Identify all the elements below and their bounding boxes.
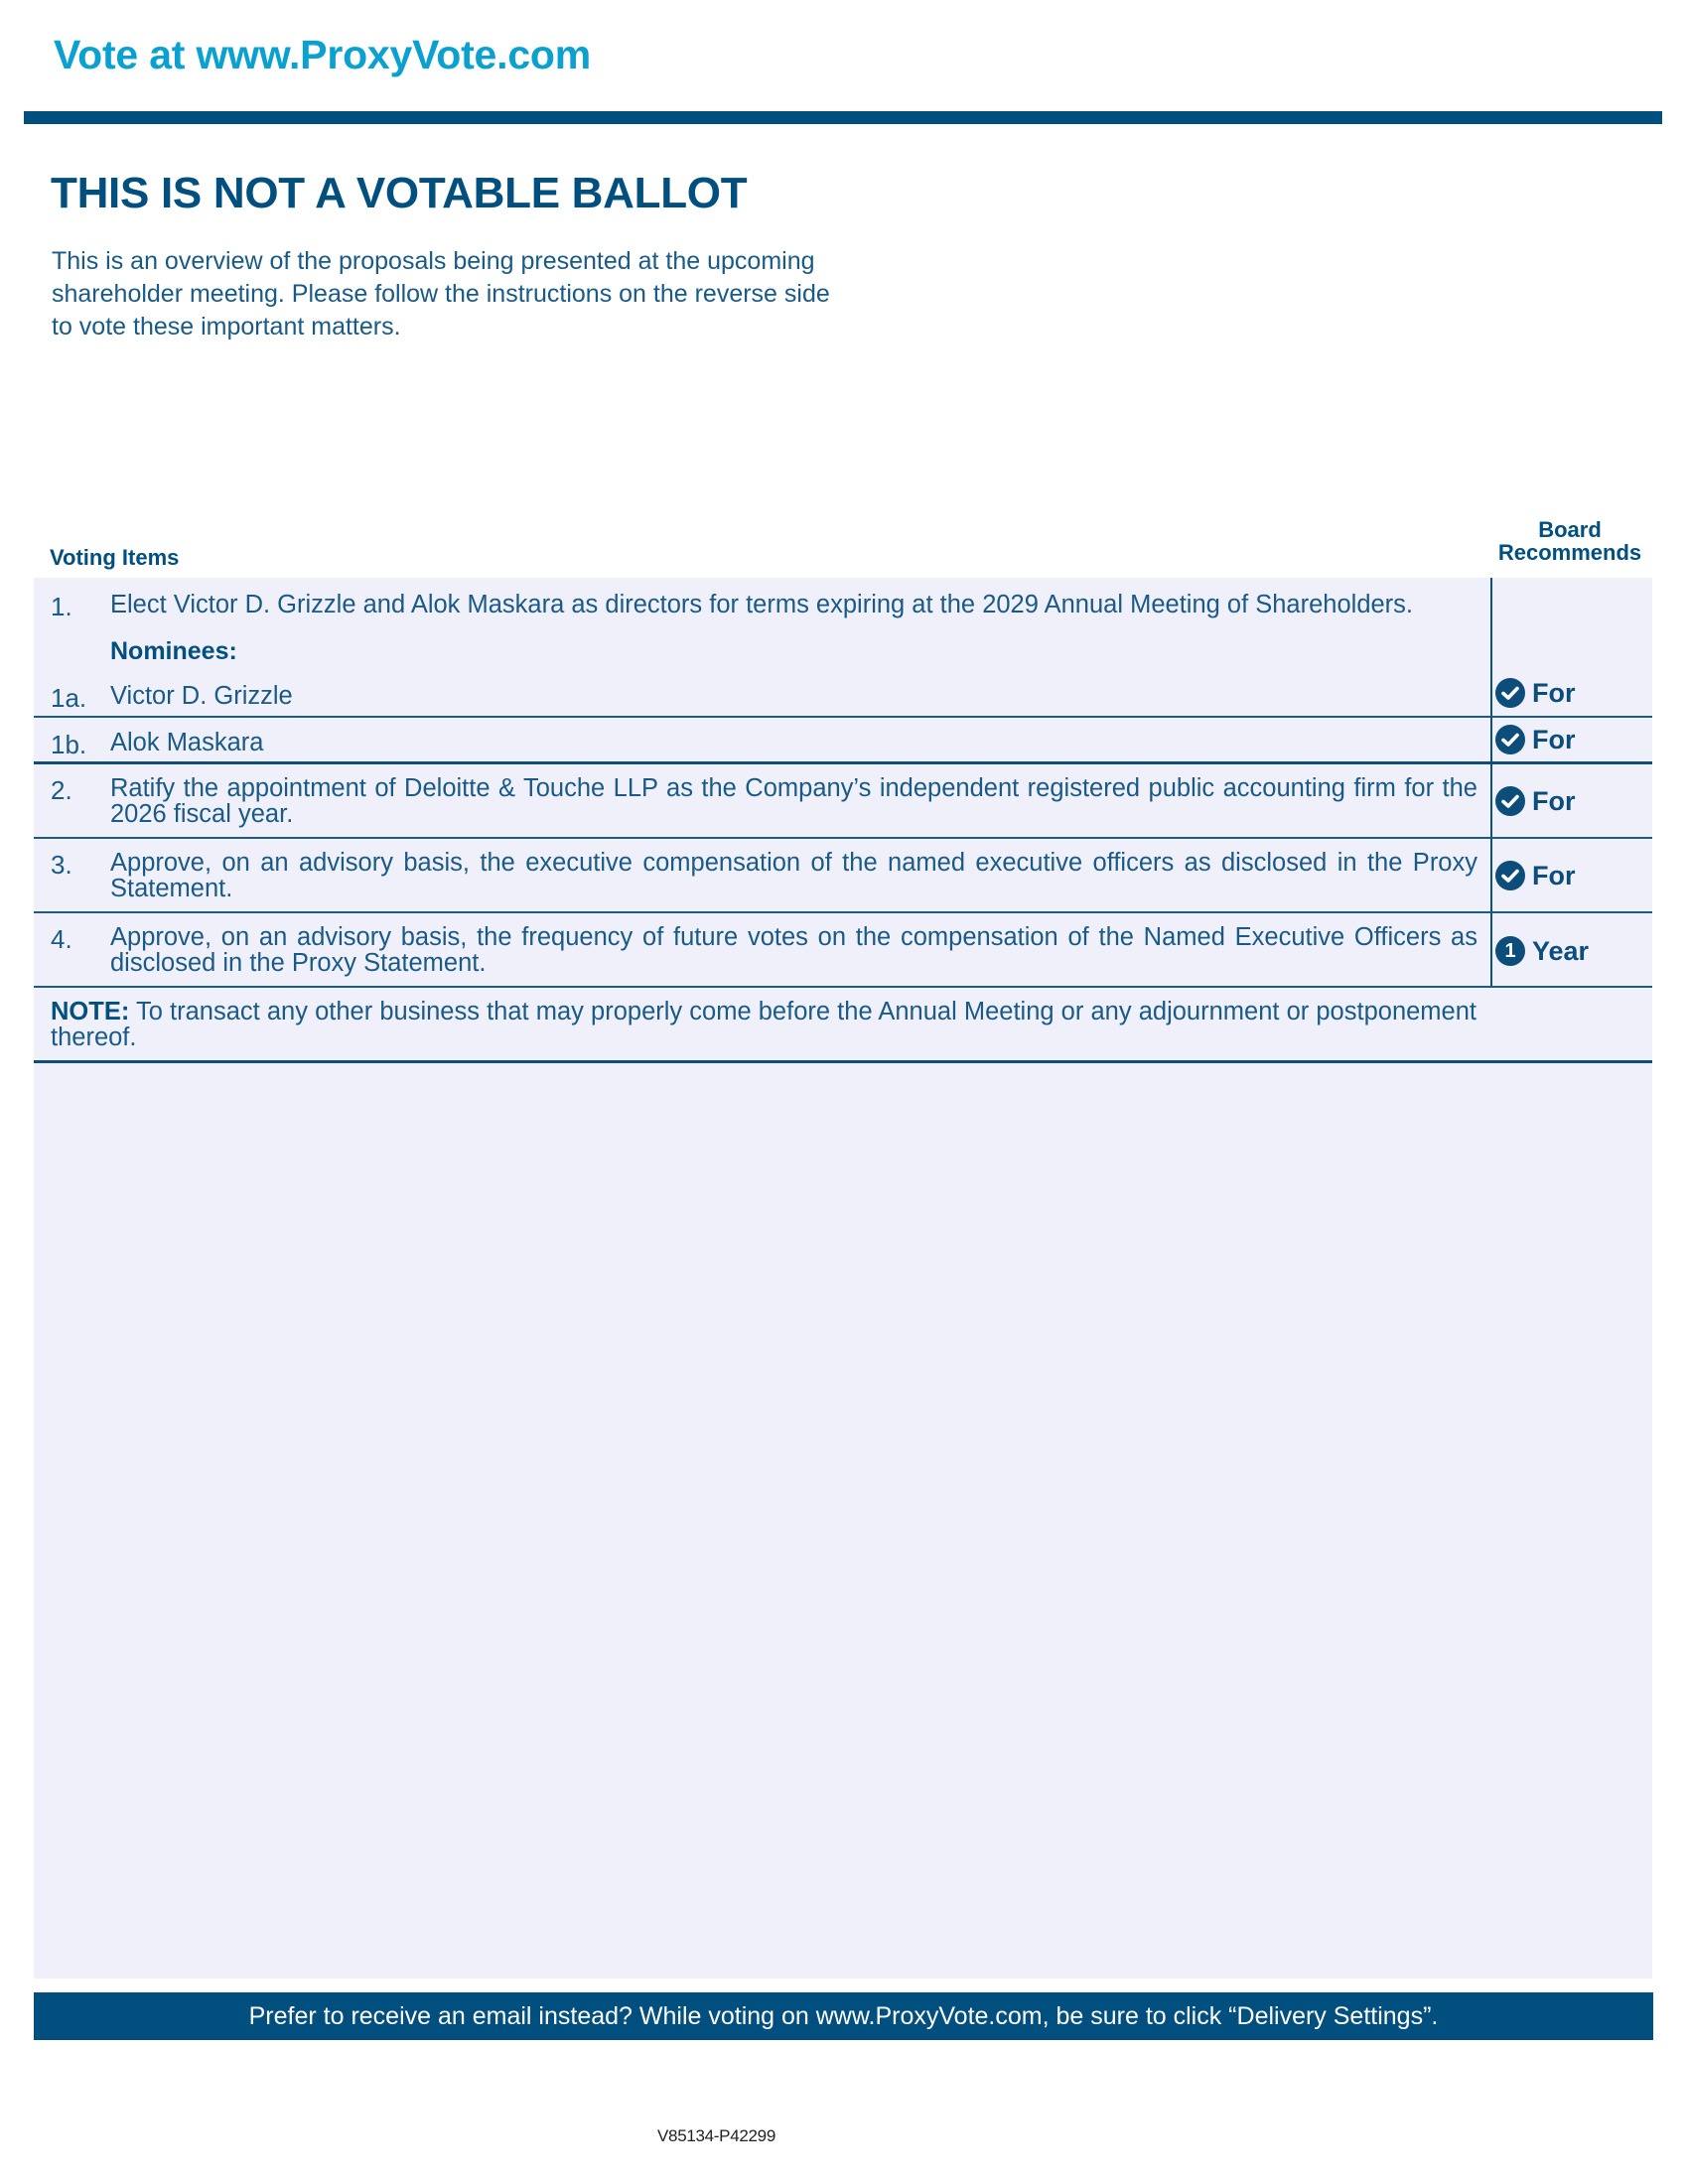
board-recommendation xyxy=(1495,786,1576,816)
item-number: 4. xyxy=(51,924,72,954)
nominee-name: Victor D. Grizzle xyxy=(110,682,293,710)
icon-number: 1 xyxy=(1504,940,1516,962)
recommendation-label: For xyxy=(1532,860,1576,890)
check-circle-icon xyxy=(1495,861,1525,890)
item-number: 1b. xyxy=(51,730,87,759)
check-circle-icon xyxy=(1495,725,1525,754)
recommendation-label: For xyxy=(1532,677,1576,708)
nominee-name: Alok Maskara xyxy=(110,729,264,756)
number-one-circle-icon xyxy=(1495,936,1525,966)
header-divider-bar xyxy=(24,111,1662,124)
email-delivery-banner: Prefer to receive an email instead? While voting on www.ProxyVote.com, be sure to click “Delivery Settings”. xyxy=(34,1992,1653,2040)
item-text: Approve, on an advisory basis, the executive compensation of the named executive officers as disclosed in the Proxy Statement. xyxy=(110,849,1477,902)
recommendation-label: For xyxy=(1532,785,1576,816)
check-circle-icon xyxy=(1495,678,1525,708)
row-separator xyxy=(34,837,1652,839)
row-separator xyxy=(34,986,1652,988)
nominees-label: Nominees: xyxy=(110,637,237,665)
vote-at-proxyvote-link[interactable]: Vote at www.ProxyVote.com xyxy=(54,32,592,77)
board-recommendation xyxy=(1495,678,1576,708)
item-number: 1a. xyxy=(51,683,87,713)
board-recommends-line1: Board xyxy=(1538,517,1602,542)
board-recommends-header xyxy=(1489,518,1650,564)
row-separator xyxy=(34,761,1652,764)
item-text: Elect Victor D. Grizzle and Alok Maskara as directors for terms expiring at the 2029 Annual Meeting of Shareholders. xyxy=(110,591,1414,618)
board-recommendation xyxy=(1495,861,1576,890)
job-code: V85134-P42299 xyxy=(657,2126,775,2145)
note-body: To transact any other business that may properly come before the Annual Meeting or any adjournment or postponement thereof. xyxy=(51,998,1477,1051)
board-recommends-line2: Recommends xyxy=(1497,540,1642,565)
table-bottom-rule xyxy=(34,1060,1652,1063)
item-number: 1. xyxy=(51,592,72,621)
item-text: Approve, on an advisory basis, the frequency of future votes on the compensation of the Named Executive Officers as disclosed in the Proxy Statement. xyxy=(110,923,1477,977)
voting-items-header: Voting Items xyxy=(50,545,180,570)
item-text: Ratify the appointment of Deloitte & Touche LLP as the Company’s independent registered public accounting firm for the 2026 fiscal year. xyxy=(110,774,1477,828)
item-number: 3. xyxy=(51,850,72,880)
intro-paragraph: This is an overview of the proposals being presented at the upcoming shareholder meeting. Please follow the instructions on the reverse side to vote these important matters. xyxy=(52,247,830,341)
board-recommendation xyxy=(1495,936,1589,966)
column-divider xyxy=(1490,578,1492,987)
item-number: 2. xyxy=(51,775,72,805)
row-separator xyxy=(34,716,1652,718)
row-separator xyxy=(34,911,1652,913)
page-title: THIS IS NOT A VOTABLE BALLOT xyxy=(51,169,748,217)
board-recommendation xyxy=(1495,725,1576,754)
note-text xyxy=(51,999,1477,1050)
note-label: NOTE: xyxy=(51,998,130,1025)
recommendation-label: Year xyxy=(1532,935,1590,966)
recommendation-label: For xyxy=(1532,724,1576,754)
check-circle-icon xyxy=(1495,786,1525,816)
